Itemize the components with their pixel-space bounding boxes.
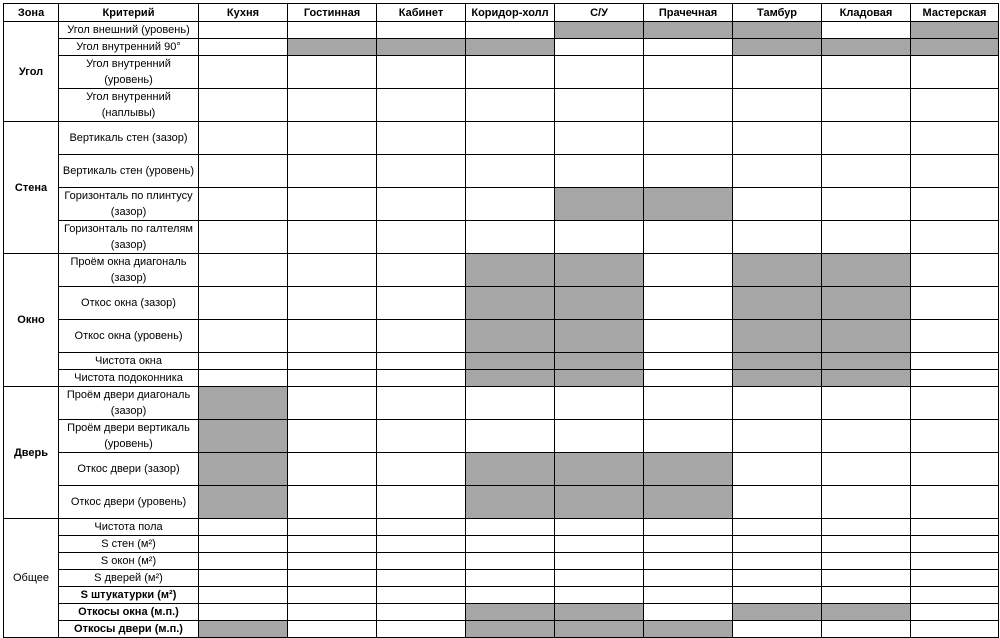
- data-cell[interactable]: [288, 22, 377, 39]
- not-applicable-cell[interactable]: [466, 287, 555, 320]
- not-applicable-cell[interactable]: [644, 22, 733, 39]
- data-cell[interactable]: [466, 420, 555, 453]
- data-cell[interactable]: [822, 22, 911, 39]
- not-applicable-cell[interactable]: [288, 39, 377, 56]
- data-cell[interactable]: [733, 453, 822, 486]
- table-body: [4, 22, 999, 638]
- data-cell[interactable]: [377, 587, 466, 604]
- not-applicable-cell[interactable]: [199, 486, 288, 519]
- data-cell[interactable]: [911, 122, 999, 155]
- not-applicable-cell[interactable]: [911, 39, 999, 56]
- data-cell[interactable]: [911, 56, 999, 89]
- data-cell[interactable]: [733, 519, 822, 536]
- data-cell[interactable]: [199, 39, 288, 56]
- data-cell[interactable]: [466, 56, 555, 89]
- data-cell[interactable]: [466, 155, 555, 188]
- data-cell[interactable]: [555, 89, 644, 122]
- data-cell[interactable]: [199, 553, 288, 570]
- not-applicable-cell[interactable]: [733, 22, 822, 39]
- not-applicable-cell[interactable]: [555, 320, 644, 353]
- data-cell[interactable]: [288, 89, 377, 122]
- data-cell[interactable]: [644, 89, 733, 122]
- data-cell[interactable]: [644, 387, 733, 420]
- data-cell[interactable]: [822, 453, 911, 486]
- zone-cell[interactable]: Угол: [4, 22, 59, 122]
- not-applicable-cell[interactable]: [466, 453, 555, 486]
- criterion-cell[interactable]: Чистота подоконника: [59, 370, 199, 387]
- data-cell[interactable]: [377, 320, 466, 353]
- data-cell[interactable]: [644, 570, 733, 587]
- data-cell[interactable]: [644, 254, 733, 287]
- data-cell[interactable]: [733, 188, 822, 221]
- data-cell[interactable]: [733, 221, 822, 254]
- header-room[interactable]: Коридор-холл: [466, 4, 555, 22]
- not-applicable-cell[interactable]: [466, 604, 555, 621]
- header-room[interactable]: С/У: [555, 4, 644, 22]
- data-cell[interactable]: [644, 287, 733, 320]
- not-applicable-cell[interactable]: [555, 486, 644, 519]
- table-row: [4, 56, 999, 89]
- data-cell[interactable]: [911, 604, 999, 621]
- not-applicable-cell[interactable]: [822, 39, 911, 56]
- not-applicable-cell[interactable]: [555, 287, 644, 320]
- data-cell[interactable]: [288, 553, 377, 570]
- data-cell[interactable]: [288, 604, 377, 621]
- table-row: [4, 155, 999, 188]
- data-cell[interactable]: [555, 122, 644, 155]
- not-applicable-cell[interactable]: [822, 287, 911, 320]
- data-cell[interactable]: [822, 553, 911, 570]
- not-applicable-cell[interactable]: [555, 254, 644, 287]
- not-applicable-cell[interactable]: [555, 453, 644, 486]
- criterion-cell[interactable]: S дверей (м²): [59, 570, 199, 587]
- data-cell[interactable]: [466, 387, 555, 420]
- not-applicable-cell[interactable]: [555, 188, 644, 221]
- data-cell[interactable]: [199, 536, 288, 553]
- table-row: [4, 89, 999, 122]
- data-cell[interactable]: [911, 221, 999, 254]
- data-cell[interactable]: [555, 570, 644, 587]
- data-cell[interactable]: [911, 89, 999, 122]
- data-cell[interactable]: [377, 188, 466, 221]
- data-cell[interactable]: [288, 420, 377, 453]
- data-cell[interactable]: [288, 570, 377, 587]
- data-cell[interactable]: [377, 56, 466, 89]
- table-row: [4, 519, 999, 536]
- criterion-cell[interactable]: Угол внешний (уровень): [59, 22, 199, 39]
- criterion-cell[interactable]: Откос окна (уровень): [59, 320, 199, 353]
- data-cell[interactable]: [199, 155, 288, 188]
- table-row: [4, 420, 999, 453]
- data-cell[interactable]: [377, 519, 466, 536]
- data-cell[interactable]: [377, 89, 466, 122]
- data-cell[interactable]: [288, 188, 377, 221]
- not-applicable-cell[interactable]: [733, 320, 822, 353]
- data-cell[interactable]: [911, 570, 999, 587]
- data-cell[interactable]: [288, 221, 377, 254]
- data-cell[interactable]: [377, 553, 466, 570]
- not-applicable-cell[interactable]: [199, 387, 288, 420]
- not-applicable-cell[interactable]: [822, 320, 911, 353]
- data-cell[interactable]: [911, 553, 999, 570]
- inspection-table: [3, 3, 999, 638]
- criterion-cell[interactable]: S стен (м²): [59, 536, 199, 553]
- table-row: [4, 122, 999, 155]
- zone-cell[interactable]: Общее: [4, 519, 59, 638]
- data-cell[interactable]: [644, 519, 733, 536]
- data-cell[interactable]: [377, 370, 466, 387]
- table-row: [4, 22, 999, 39]
- data-cell[interactable]: [733, 587, 822, 604]
- data-cell[interactable]: [733, 420, 822, 453]
- data-cell[interactable]: [466, 89, 555, 122]
- data-cell[interactable]: [733, 486, 822, 519]
- data-cell[interactable]: [199, 570, 288, 587]
- data-cell[interactable]: [644, 56, 733, 89]
- not-applicable-cell[interactable]: [466, 370, 555, 387]
- data-cell[interactable]: [911, 387, 999, 420]
- table-row: [4, 39, 999, 56]
- table-row: [4, 587, 999, 604]
- not-applicable-cell[interactable]: [911, 22, 999, 39]
- data-cell[interactable]: [555, 519, 644, 536]
- data-cell[interactable]: [822, 188, 911, 221]
- not-applicable-cell[interactable]: [466, 39, 555, 56]
- not-applicable-cell[interactable]: [644, 188, 733, 221]
- table-row: [4, 553, 999, 570]
- data-cell[interactable]: [199, 254, 288, 287]
- criterion-cell[interactable]: Откос двери (уровень): [59, 486, 199, 519]
- not-applicable-cell[interactable]: [733, 287, 822, 320]
- data-cell[interactable]: [466, 587, 555, 604]
- data-cell[interactable]: [466, 553, 555, 570]
- table-row: [4, 536, 999, 553]
- not-applicable-cell[interactable]: [199, 420, 288, 453]
- data-cell[interactable]: [822, 587, 911, 604]
- data-cell[interactable]: [288, 536, 377, 553]
- data-cell[interactable]: [911, 320, 999, 353]
- data-cell[interactable]: [644, 536, 733, 553]
- criterion-cell[interactable]: Вертикаль стен (зазор): [59, 122, 199, 155]
- data-cell[interactable]: [199, 287, 288, 320]
- not-applicable-cell[interactable]: [555, 22, 644, 39]
- data-cell[interactable]: [199, 89, 288, 122]
- data-cell[interactable]: [911, 188, 999, 221]
- data-cell[interactable]: [555, 56, 644, 89]
- data-cell[interactable]: [466, 536, 555, 553]
- data-cell[interactable]: [555, 420, 644, 453]
- criterion-cell[interactable]: Угол внутренний 90°: [59, 39, 199, 56]
- table-row: [4, 254, 999, 287]
- data-cell[interactable]: [644, 320, 733, 353]
- data-cell[interactable]: [199, 56, 288, 89]
- data-cell[interactable]: [733, 89, 822, 122]
- data-cell[interactable]: [911, 486, 999, 519]
- criterion-cell[interactable]: Проём двери диагональ (зазор): [59, 387, 199, 420]
- data-cell[interactable]: [466, 570, 555, 587]
- data-cell[interactable]: [199, 22, 288, 39]
- data-cell[interactable]: [911, 519, 999, 536]
- criterion-cell[interactable]: Откосы окна (м.п.): [59, 604, 199, 621]
- data-cell[interactable]: [288, 353, 377, 370]
- data-cell[interactable]: [822, 536, 911, 553]
- not-applicable-cell[interactable]: [733, 604, 822, 621]
- table-row: [4, 353, 999, 370]
- data-cell[interactable]: [822, 387, 911, 420]
- data-cell[interactable]: [644, 553, 733, 570]
- not-applicable-cell[interactable]: [466, 320, 555, 353]
- not-applicable-cell[interactable]: [644, 453, 733, 486]
- data-cell[interactable]: [733, 387, 822, 420]
- data-cell[interactable]: [911, 155, 999, 188]
- data-cell[interactable]: [555, 39, 644, 56]
- data-cell[interactable]: [911, 420, 999, 453]
- criterion-cell[interactable]: Откосы двери (м.п.): [59, 621, 199, 638]
- data-cell[interactable]: [377, 570, 466, 587]
- criterion-cell[interactable]: Откос двери (зазор): [59, 453, 199, 486]
- data-cell[interactable]: [199, 320, 288, 353]
- data-cell[interactable]: [288, 387, 377, 420]
- data-cell[interactable]: [377, 155, 466, 188]
- data-cell[interactable]: [377, 536, 466, 553]
- data-cell[interactable]: [199, 122, 288, 155]
- data-cell[interactable]: [466, 519, 555, 536]
- data-cell[interactable]: [199, 188, 288, 221]
- criterion-cell[interactable]: Чистота окна: [59, 353, 199, 370]
- data-cell[interactable]: [288, 155, 377, 188]
- not-applicable-cell[interactable]: [733, 353, 822, 370]
- criterion-cell[interactable]: Горизонталь по галтелям (зазор): [59, 221, 199, 254]
- data-cell[interactable]: [733, 553, 822, 570]
- data-cell[interactable]: [377, 453, 466, 486]
- data-cell[interactable]: [822, 122, 911, 155]
- data-cell[interactable]: [911, 353, 999, 370]
- data-cell[interactable]: [377, 254, 466, 287]
- data-cell[interactable]: [644, 155, 733, 188]
- data-cell[interactable]: [911, 287, 999, 320]
- data-cell[interactable]: [733, 570, 822, 587]
- data-cell[interactable]: [555, 221, 644, 254]
- data-cell[interactable]: [377, 420, 466, 453]
- criterion-cell[interactable]: Угол внутренний (уровень): [59, 56, 199, 89]
- data-cell[interactable]: [199, 519, 288, 536]
- header-criterion[interactable]: Критерий: [59, 4, 199, 22]
- data-cell[interactable]: [199, 370, 288, 387]
- not-applicable-cell[interactable]: [733, 254, 822, 287]
- table-row: [4, 570, 999, 587]
- header-room[interactable]: Кабинет: [377, 4, 466, 22]
- data-cell[interactable]: [733, 56, 822, 89]
- data-cell[interactable]: [199, 221, 288, 254]
- data-cell[interactable]: [377, 604, 466, 621]
- data-cell[interactable]: [911, 453, 999, 486]
- data-cell[interactable]: [733, 122, 822, 155]
- table-row: [4, 453, 999, 486]
- not-applicable-cell[interactable]: [822, 254, 911, 287]
- criterion-cell[interactable]: Проём двери вертикаль (уровень): [59, 420, 199, 453]
- data-cell[interactable]: [911, 587, 999, 604]
- not-applicable-cell[interactable]: [822, 353, 911, 370]
- table-row: [4, 604, 999, 621]
- data-cell[interactable]: [644, 604, 733, 621]
- table-row: [4, 320, 999, 353]
- not-applicable-cell[interactable]: [644, 486, 733, 519]
- data-cell[interactable]: [199, 604, 288, 621]
- data-cell[interactable]: [644, 420, 733, 453]
- criterion-cell[interactable]: S штукатурки (м²): [59, 587, 199, 604]
- table-row: [4, 221, 999, 254]
- data-cell[interactable]: [288, 453, 377, 486]
- criterion-cell[interactable]: Горизонталь по плинтусу (зазор): [59, 188, 199, 221]
- data-cell[interactable]: [733, 155, 822, 188]
- header-room[interactable]: Прачечная: [644, 4, 733, 22]
- data-cell[interactable]: [822, 56, 911, 89]
- data-cell[interactable]: [555, 155, 644, 188]
- data-cell[interactable]: [644, 39, 733, 56]
- not-applicable-cell[interactable]: [466, 254, 555, 287]
- not-applicable-cell[interactable]: [822, 604, 911, 621]
- data-cell[interactable]: [733, 536, 822, 553]
- not-applicable-cell[interactable]: [555, 370, 644, 387]
- data-cell[interactable]: [822, 155, 911, 188]
- criterion-cell[interactable]: Чистота пола: [59, 519, 199, 536]
- not-applicable-cell[interactable]: [466, 486, 555, 519]
- data-cell[interactable]: [466, 122, 555, 155]
- not-applicable-cell[interactable]: [199, 453, 288, 486]
- data-cell[interactable]: [288, 320, 377, 353]
- not-applicable-cell[interactable]: [466, 353, 555, 370]
- data-cell[interactable]: [377, 387, 466, 420]
- not-applicable-cell[interactable]: [555, 604, 644, 621]
- not-applicable-cell[interactable]: [377, 39, 466, 56]
- data-cell[interactable]: [466, 22, 555, 39]
- table-row: [4, 370, 999, 387]
- not-applicable-cell[interactable]: [822, 370, 911, 387]
- data-cell[interactable]: [377, 287, 466, 320]
- data-cell[interactable]: [466, 188, 555, 221]
- criterion-cell[interactable]: S окон (м²): [59, 553, 199, 570]
- data-cell[interactable]: [644, 370, 733, 387]
- data-cell[interactable]: [644, 353, 733, 370]
- data-cell[interactable]: [555, 587, 644, 604]
- data-cell[interactable]: [288, 254, 377, 287]
- data-cell[interactable]: [199, 587, 288, 604]
- header-room[interactable]: Кухня: [199, 4, 288, 22]
- not-applicable-cell[interactable]: [733, 370, 822, 387]
- criterion-cell[interactable]: Проём окна диагональ (зазор): [59, 254, 199, 287]
- data-cell[interactable]: [822, 486, 911, 519]
- data-cell[interactable]: [555, 536, 644, 553]
- table-row: [4, 486, 999, 519]
- header-room[interactable]: Мастерская: [911, 4, 999, 22]
- header-zone[interactable]: Зона: [4, 4, 59, 22]
- data-cell[interactable]: [288, 587, 377, 604]
- header-room[interactable]: Тамбур: [733, 4, 822, 22]
- data-cell[interactable]: [466, 221, 555, 254]
- data-cell[interactable]: [377, 486, 466, 519]
- data-cell[interactable]: [822, 221, 911, 254]
- data-cell[interactable]: [377, 22, 466, 39]
- table-row: [4, 287, 999, 320]
- data-cell[interactable]: [377, 122, 466, 155]
- criterion-cell[interactable]: Вертикаль стен (уровень): [59, 155, 199, 188]
- data-cell[interactable]: [288, 519, 377, 536]
- data-cell[interactable]: [911, 254, 999, 287]
- data-cell[interactable]: [822, 89, 911, 122]
- not-applicable-cell[interactable]: [555, 353, 644, 370]
- header-row: [4, 4, 999, 22]
- data-cell[interactable]: [644, 122, 733, 155]
- data-cell[interactable]: [822, 570, 911, 587]
- data-cell[interactable]: [644, 221, 733, 254]
- data-cell[interactable]: [822, 519, 911, 536]
- data-cell[interactable]: [555, 387, 644, 420]
- data-cell[interactable]: [377, 221, 466, 254]
- table-row: [4, 387, 999, 420]
- data-cell[interactable]: [822, 420, 911, 453]
- criterion-cell[interactable]: Откос окна (зазор): [59, 287, 199, 320]
- zone-cell[interactable]: Стена: [4, 122, 59, 254]
- data-cell[interactable]: [911, 370, 999, 387]
- data-cell[interactable]: [911, 536, 999, 553]
- data-cell[interactable]: [644, 587, 733, 604]
- data-cell[interactable]: [377, 353, 466, 370]
- data-cell[interactable]: [288, 287, 377, 320]
- data-cell[interactable]: [288, 122, 377, 155]
- data-cell[interactable]: [288, 56, 377, 89]
- data-cell[interactable]: [288, 486, 377, 519]
- header-room[interactable]: Гостинная: [288, 4, 377, 22]
- data-cell[interactable]: [199, 353, 288, 370]
- criterion-cell[interactable]: Угол внутренний (наплывы): [59, 89, 199, 122]
- data-cell[interactable]: [288, 370, 377, 387]
- data-cell[interactable]: [555, 553, 644, 570]
- zone-cell[interactable]: Дверь: [4, 387, 59, 519]
- not-applicable-cell[interactable]: [733, 39, 822, 56]
- header-room[interactable]: Кладовая: [822, 4, 911, 22]
- table-row: [4, 188, 999, 221]
- zone-cell[interactable]: Окно: [4, 254, 59, 387]
